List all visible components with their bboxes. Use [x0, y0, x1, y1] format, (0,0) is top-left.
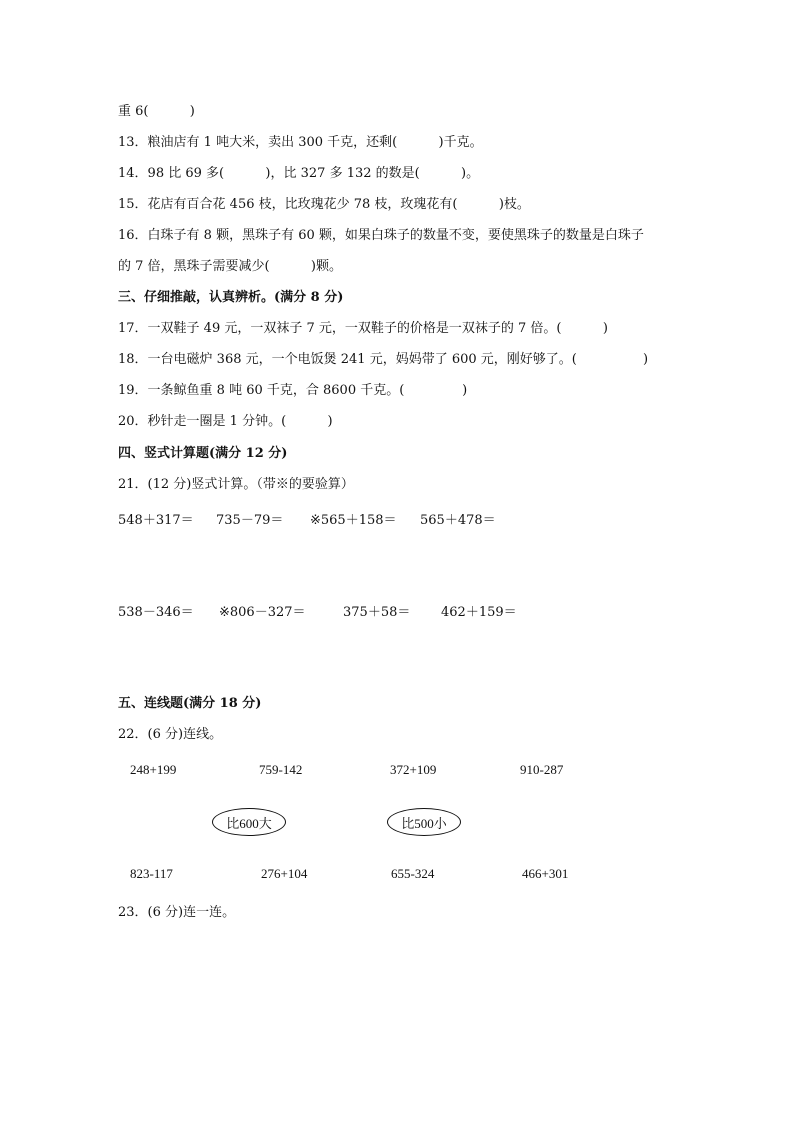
match-top-item: 248+199	[130, 762, 177, 777]
section-4-heading: 四、竖式计算题(满分 12 分)	[118, 446, 288, 461]
match-bottom-item: 655-324	[391, 866, 435, 881]
oval-less-than-500: 比500小	[387, 808, 461, 836]
question-19: 19．一条鲸鱼重 8 吨 60 千克，合 8600 千克。( )	[118, 383, 468, 398]
question-18: 18．一台电磁炉 368 元，一个电饭煲 241 元，妈妈带了 600 元，刚好够了。( )	[118, 352, 649, 367]
calc-item: 375＋58＝	[343, 605, 411, 620]
question-22: 22．(6 分)连线。	[118, 727, 223, 742]
question-14: 14．98 比 69 多( )，比 327 多 132 的数是( )。	[118, 166, 480, 181]
question-12-tail: 重 6( )	[118, 104, 195, 119]
oval-greater-than-600: 比600大	[212, 808, 286, 836]
calc-item: 538－346＝	[118, 605, 194, 620]
question-15: 15．花店有百合花 456 枝，比玫瑰花少 78 枝，玫瑰花有( )枝。	[118, 197, 530, 212]
question-13: 13．粮油店有 1 吨大米，卖出 300 千克，还剩( )千克。	[118, 135, 483, 150]
question-23: 23．(6 分)连一连。	[118, 905, 236, 920]
question-20: 20．秒针走一圈是 1 分钟。( )	[118, 414, 333, 429]
question-21: 21．(12 分)竖式计算。（带※的要验算）	[118, 477, 354, 492]
match-top-item: 759-142	[259, 762, 303, 777]
calc-item: 565＋478＝	[420, 513, 496, 528]
question-16-line-1: 16．白珠子有 8 颗，黑珠子有 60 颗，如果白珠子的数量不变，要使黑珠子的数量是白珠子	[118, 228, 644, 243]
section-3-heading: 三、仔细推敲，认真辨析。(满分 8 分)	[118, 290, 344, 305]
calc-item: 548＋317＝	[118, 513, 194, 528]
question-17: 17．一双鞋子 49 元，一双袜子 7 元，一双鞋子的价格是一双袜子的 7 倍。( )	[118, 321, 608, 336]
match-bottom-item: 276+104	[261, 866, 308, 881]
calc-row-1	[0, 509, 794, 528]
match-top-item: 910-287	[520, 762, 564, 777]
match-bottom-item: 466+301	[522, 866, 569, 881]
calc-item: 735－79＝	[216, 513, 284, 528]
calc-item: ※806－327＝	[219, 605, 306, 620]
match-top-item: 372+109	[390, 762, 437, 777]
section-5-heading: 五、连线题(满分 18 分)	[118, 696, 262, 711]
calc-item: 462＋159＝	[441, 605, 517, 620]
calc-row-2	[0, 601, 794, 620]
question-16-line-2: 的 7 倍，黑珠子需要减少( )颗。	[118, 259, 343, 274]
calc-item: ※565＋158＝	[310, 513, 397, 528]
match-bottom-item: 823-117	[130, 866, 173, 881]
